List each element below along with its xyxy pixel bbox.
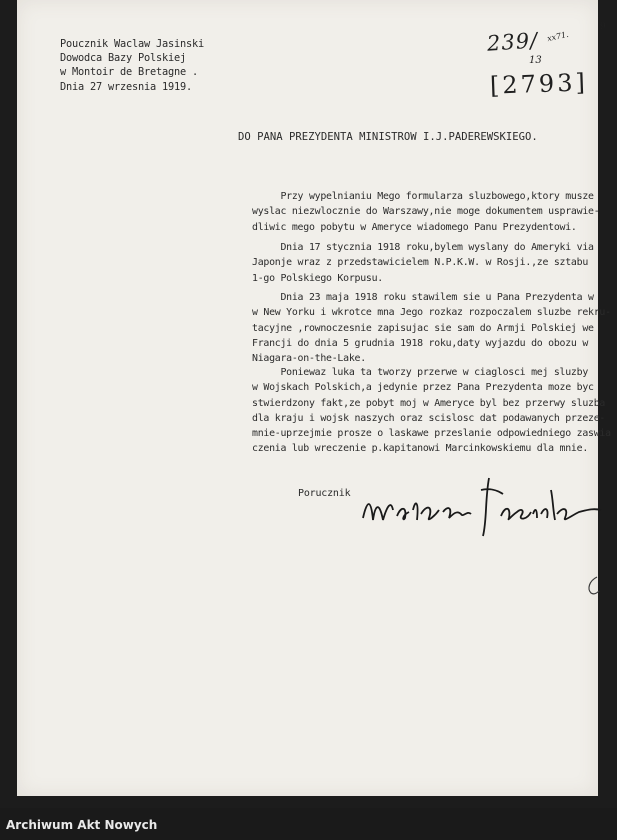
- sender-line: Dnia 27 wrzesnia 1919.: [60, 80, 192, 93]
- paragraph-4: [252, 365, 611, 457]
- letter-page: [17, 0, 611, 796]
- archive-extra: xx71.: [546, 29, 570, 44]
- text-line: Niagara-on-the-Lake.: [252, 353, 366, 365]
- text-line: 1-go Polskiego Korpusu.: [252, 272, 383, 284]
- text-line: Dnia 17 stycznia 1918 roku,bylem wyslany do Ameryki via: [252, 242, 594, 253]
- text-line: w New Yorku i wkrotce mna Jego rozkaz rozpoczalem sluzbe rekru-: [252, 307, 611, 319]
- text-line: wyslac niezwlocznie do Warszawy,nie moge dokumentem usprawie-: [252, 206, 600, 218]
- text-line: Przy wypelnianiu Mego formularza sluzbowego,ktory musze: [252, 191, 594, 202]
- text-line: Francji do dnia 5 grudnia 1918 roku,daty wyjazdu do obozu w: [252, 337, 589, 349]
- sender-line: Dowodca Bazy Polskiej: [60, 52, 186, 65]
- page-number: 9: [600, 22, 606, 32]
- sender-line: Poucznik Waclaw Jasinski: [60, 38, 204, 50]
- text-line: Poniewaz luka ta tworzy przerwe w ciaglosci mej sluzby: [252, 367, 589, 378]
- paragraph-1: [252, 189, 599, 235]
- sender-line: w Montoir de Bretagne .: [60, 66, 198, 79]
- paragraph-2: [252, 240, 594, 286]
- archive-number: 239/: [486, 28, 539, 56]
- pencil-mark: [585, 575, 601, 597]
- text-line: Dnia 23 maja 1918 roku stawilem sie u Pana Prezydenta w: [252, 292, 594, 303]
- closing-rank: Porucznik: [298, 488, 351, 499]
- text-line: stwierdzony fakt,ze pobyt moj w Ameryce byl bez przerwy sluzba: [252, 397, 606, 409]
- text-line: Japonje wraz z przedstawicielem N.P.K.W. w Rosji.,ze sztabu: [252, 257, 589, 269]
- sender-block: [60, 37, 204, 94]
- registry-number: [2793]: [489, 68, 589, 100]
- paragraph-3: [252, 290, 611, 366]
- text-line: dliwic mego pobytu w Ameryce wiadomego Panu Prezydentowi.: [252, 221, 577, 233]
- addressee-line: DO PANA PREZYDENTA MINISTROW I.J.PADEREWSKIEGO.: [238, 131, 538, 143]
- archive-footer: [0, 808, 617, 840]
- text-line: tacyjne ,rownoczesnie zapisujac sie sam do Armji Polskiej we: [252, 322, 594, 334]
- text-line: czenia lub wreczenie p.kapitanowi Marcinkowskiemu dla mnie.: [252, 443, 589, 455]
- archive-sub-number: 13: [529, 55, 542, 66]
- handwritten-signature: [357, 470, 607, 540]
- archive-footer-label: Archiwum Akt Nowych: [6, 818, 158, 832]
- text-line: w Wojskach Polskich,a jedynie przez Pana Prezydenta moze byc: [252, 382, 594, 394]
- text-line: dla kraju i wojsk naszych oraz scislosc dat podawanych przeze-: [252, 412, 606, 424]
- text-line: mnie-uprzejmie prosze o laskawe przeslanie odpowiedniego zaswia: [252, 428, 611, 440]
